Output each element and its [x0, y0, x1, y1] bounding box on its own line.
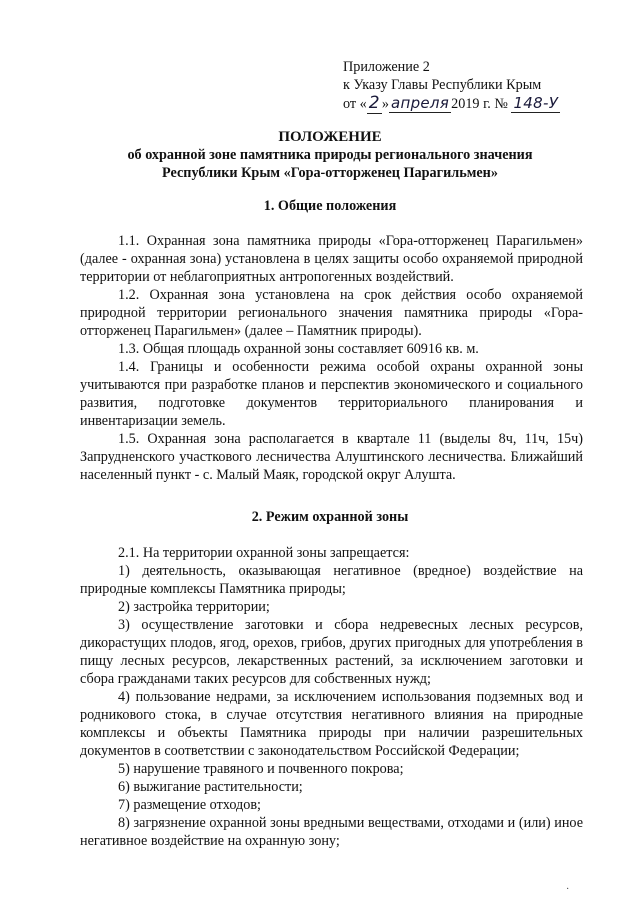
title-line-3: Республики Крым «Гора-отторженец Парагильмен» [162, 165, 498, 181]
scan-speck: · [566, 884, 570, 895]
paragraph-1-2: 1.2. Охранная зона установлена на срок действия особо охраняемой природной территории регионального значения памятника природы «Гора-отторженец Парагильмен» (далее – Памятник природы). [80, 287, 583, 339]
list-item-1: 1) деятельность, оказывающая негативное (вредное) воздействие на природные комплексы Памятника природы; [80, 563, 583, 597]
paragraph-2-1: 2.1. На территории охранной зоны запрещается: [118, 545, 410, 561]
handwritten-day: 2 [368, 93, 380, 113]
date-mid: » [381, 96, 389, 112]
section-2-body [80, 544, 583, 850]
title-main: ПОЛОЖЕНИЕ [278, 129, 382, 145]
handwritten-month: апреля [390, 94, 450, 112]
list-item-7: 7) размещение отходов; [118, 797, 261, 813]
document-title [80, 128, 580, 182]
paragraph-1-3: 1.3. Общая площадь охранной зоны составляет 60916 кв. м. [118, 341, 479, 357]
paragraph-1-4: 1.4. Границы и особенности режима особой охраны охранной зоны учитываются при разработке планов и перспектив экономического и социального развития, подготовке документов территориального планирования и инвентаризации земель. [80, 359, 583, 429]
annex-line-1: Приложение 2 [343, 59, 430, 75]
date-prefix: от « [343, 96, 367, 112]
list-item-5: 5) нарушение травяного и почвенного покрова; [118, 761, 404, 777]
paragraph-1-5: 1.5. Охранная зона располагается в квартале 11 (выделы 8ч, 11ч, 15ч) Запрудненского участкового лесничества Алуштинского лесничества. Ближайший населенный пункт - с. Малый Маяк, городской округ Алушта. [80, 431, 583, 483]
paragraph-1-1: 1.1. Охранная зона памятника природы «Гора-отторженец Парагильмен» (далее - охранная зона) установлена в целях защиты особо охраняемой природной территории от неблагоприятных антропогенных воздействий. [80, 233, 583, 285]
annex-line-2: к Указу Главы Республики Крым [343, 77, 542, 93]
handwritten-number: 148-У [513, 94, 559, 112]
title-line-2: об охранной зоне памятника природы регионального значения [127, 147, 533, 163]
list-item-8: 8) загрязнение охранной зоны вредными веществами, отходами и (или) иное негативное воздействие на охранную зону; [80, 815, 583, 849]
list-item-4: 4) пользование недрами, за исключением использования подземных вод и родникового стока, в случае отсутствия негативного влияния на природные комплексы и объекты Памятника природы при наличии разрешительных документов в соответствии с законодательством Российской Федерации; [80, 689, 583, 759]
annex-date-line [343, 94, 560, 113]
annex-block [343, 58, 560, 113]
section-1-body [80, 232, 583, 484]
list-item-2: 2) застройка территории; [118, 599, 270, 615]
section-1-heading: 1. Общие положения [263, 198, 397, 214]
list-item-6: 6) выжигание растительности; [118, 779, 303, 795]
section-2-heading: 2. Режим охранной зоны [251, 509, 409, 525]
date-year: 2019 г. № [451, 96, 508, 112]
list-item-3: 3) осуществление заготовки и сбора недревесных лесных ресурсов, дикорастущих плодов, ягод, орехов, грибов, других пригодных для употребления в пищу лесных ресурсов, лекарственных растений, за исключением заготовки и сбора гражданами таких ресурсов для собственных нужд; [80, 617, 583, 687]
